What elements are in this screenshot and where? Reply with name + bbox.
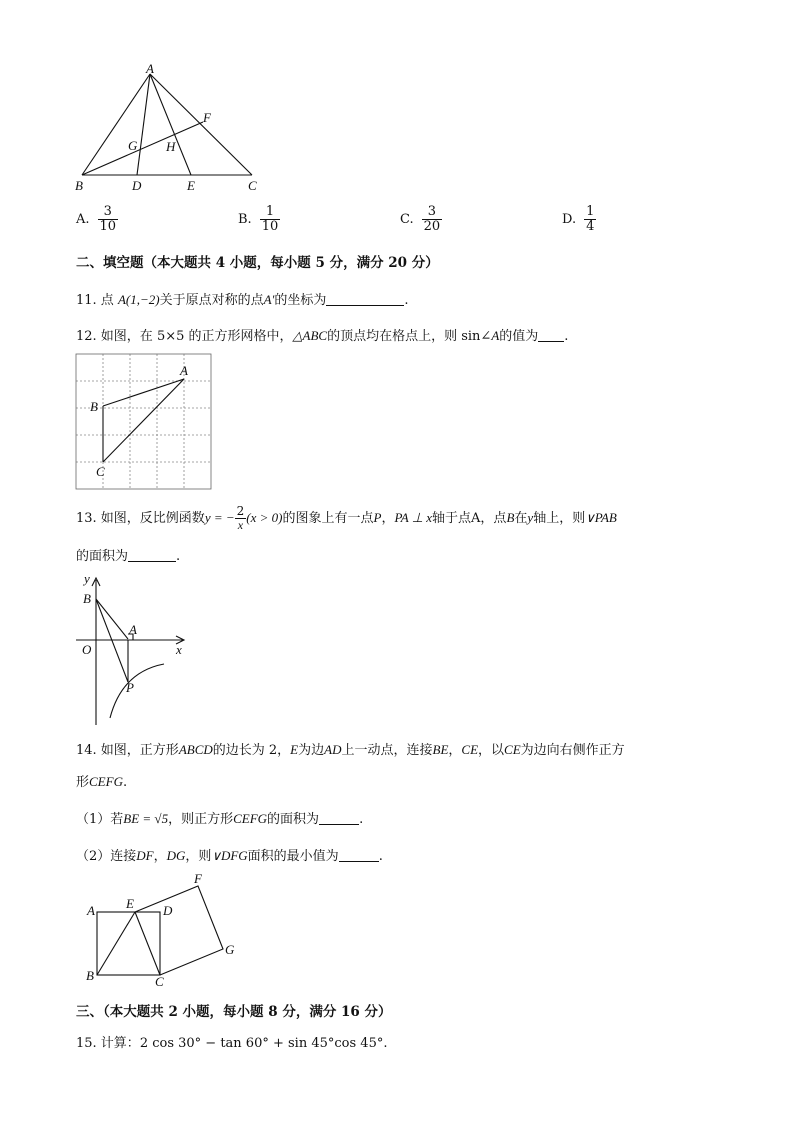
label-D: D	[163, 903, 173, 918]
question-13-line2: 的面积为 .	[76, 549, 181, 564]
question-14-part2: （2）连接DF，DG，则∨DFG面积的最小值为 .	[76, 848, 383, 864]
answer-blank-14-1[interactable]	[319, 812, 359, 825]
label-B: B	[90, 399, 98, 414]
label-C: C	[96, 464, 105, 479]
q10-option-a: A. $\frac{3}{10}$	[76, 204, 117, 235]
hyperbola-figure	[72, 570, 197, 728]
question-15: 15. 计算：2 cos 30° − tan 60° + sin 45°cos 45°.	[76, 1036, 388, 1051]
label-B: B	[75, 178, 83, 193]
label-A: A	[180, 363, 188, 378]
label-x: x	[176, 642, 182, 657]
label-A: A	[87, 903, 95, 918]
q10-option-b: B. $\frac{1}{10}$	[238, 204, 279, 235]
answer-blank-12[interactable]	[538, 329, 564, 342]
answer-blank-11[interactable]	[326, 293, 404, 306]
label-F: F	[203, 110, 211, 125]
label-H: H	[166, 139, 176, 154]
label-E: E	[187, 178, 195, 193]
question-13-line1: 13. 如图，反比例函数y = − $\frac{2}{x}$ (x > 0)的图象上有一点P，PA ⊥ x轴于点A，点B在y轴上，则∨PAB	[76, 504, 617, 533]
question-12: 12. 如图，在 5×5 的正方形网格中，△ABC的顶点均在格点上，则 sin∠A的值为 .	[76, 328, 569, 344]
label-F: F	[194, 871, 202, 886]
label-P: P	[126, 680, 134, 695]
label-E: E	[126, 896, 134, 911]
section2-title: 二、填空题（本大题共 4 小题，每小题 5 分，满分 20 分）	[76, 255, 439, 271]
q10-option-c: C. $\frac{3}{20}$	[400, 204, 441, 235]
grid-figure	[70, 348, 220, 490]
question-14-line1: 14. 如图，正方形ABCD的边长为 2，E为边AD上一动点，连接BE，CE，以CE为边向右侧作正方	[76, 742, 625, 758]
question-11: 11. 点 A(1,−2)关于原点对称的点A′的坐标为 .	[76, 292, 409, 308]
section3-title: 三、（本大题共 2 小题，每小题 8 分，满分 16 分）	[76, 1004, 392, 1020]
triangle-figure	[70, 60, 270, 195]
label-A: A	[146, 61, 154, 76]
question-14-line2: 形CEFG.	[76, 774, 128, 790]
squares-figure	[82, 868, 242, 990]
label-G: G	[128, 138, 138, 153]
label-y: y	[84, 571, 90, 586]
label-G: G	[225, 942, 235, 957]
label-O: O	[82, 642, 92, 657]
label-A: A	[129, 622, 137, 637]
label-C: C	[155, 974, 164, 989]
q10-option-d: D. $\frac{1}{4}$	[562, 204, 595, 235]
label-B: B	[86, 968, 94, 983]
label-C: C	[248, 178, 257, 193]
question-14-part1: （1）若BE = √5，则正方形CEFG的面积为 .	[76, 811, 364, 827]
label-D: D	[132, 178, 142, 193]
answer-blank-14-2[interactable]	[339, 849, 379, 862]
label-B: B	[83, 591, 91, 606]
answer-blank-13[interactable]	[128, 549, 176, 562]
